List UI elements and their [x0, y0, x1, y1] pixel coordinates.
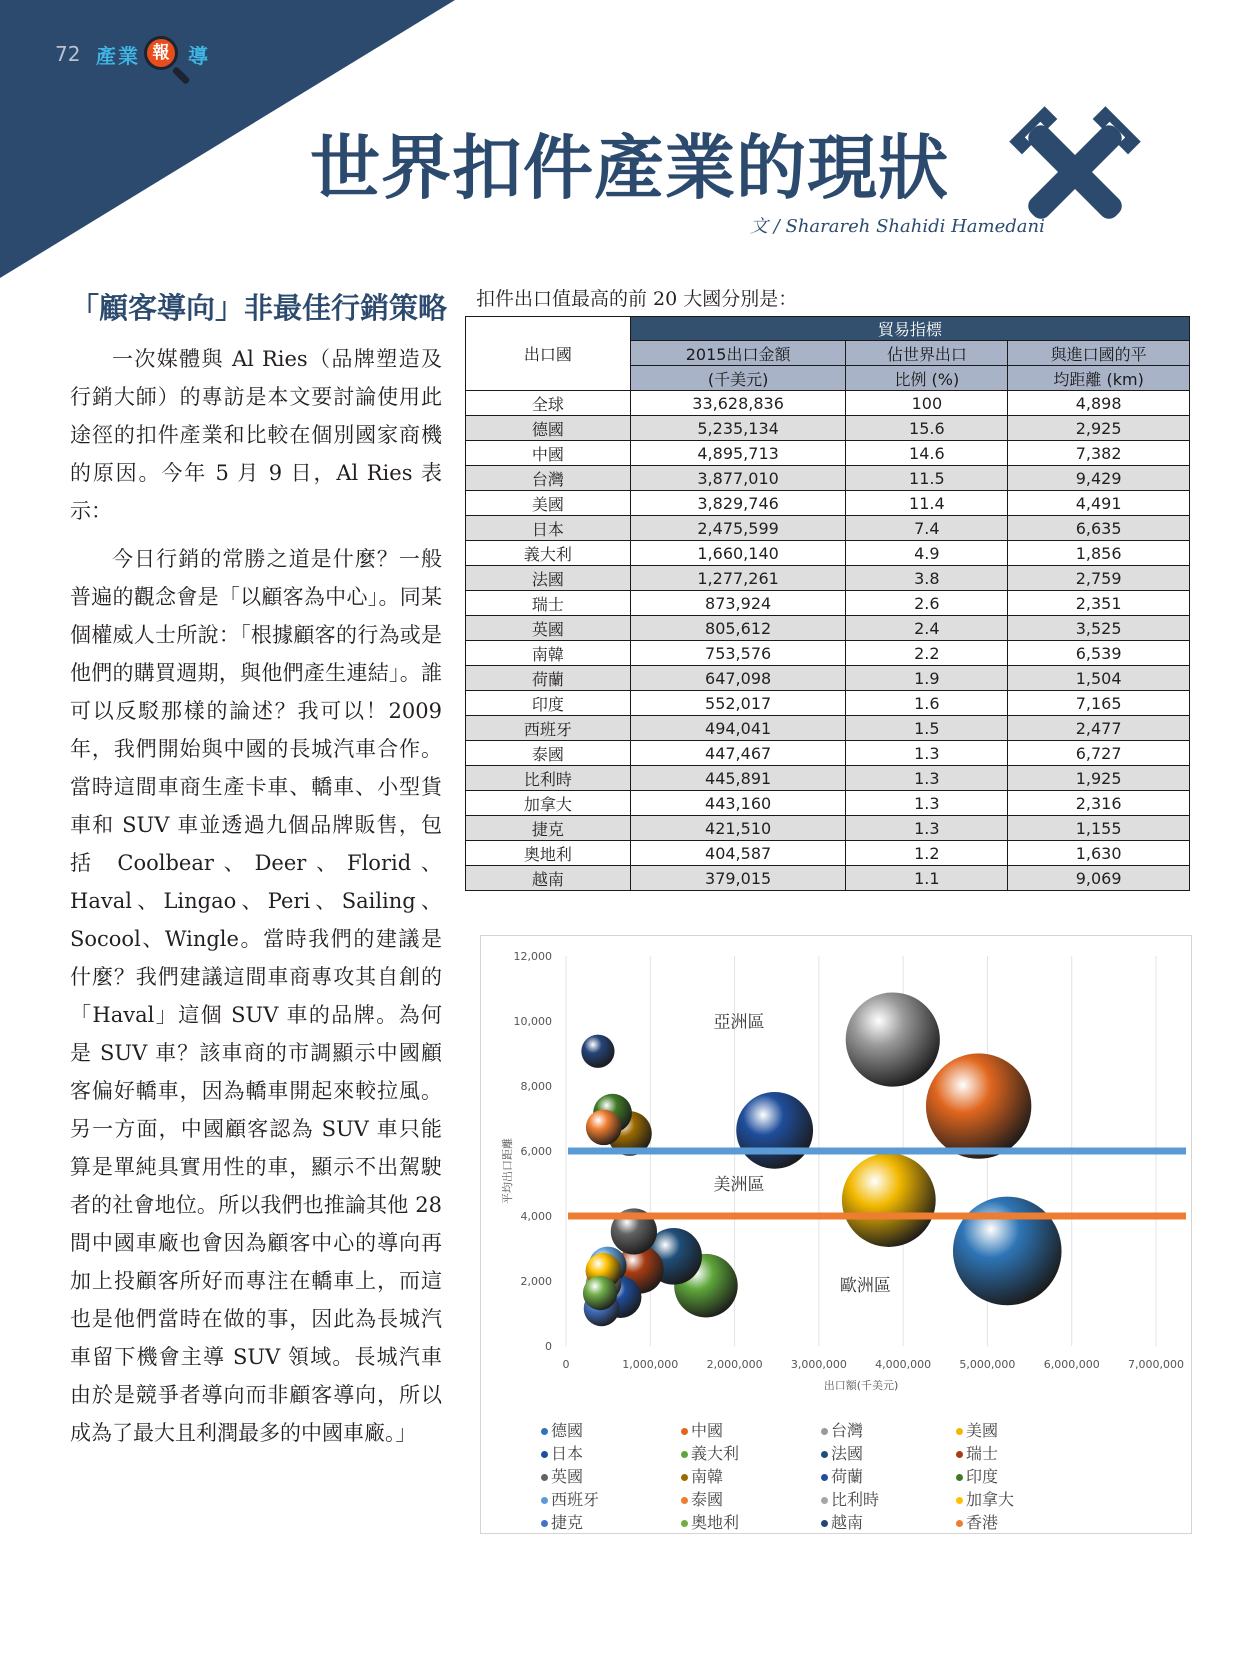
region-annotation: 美洲區: [713, 1175, 765, 1195]
bubble-奧地利: [583, 1276, 617, 1310]
cell-value: 552,017: [630, 691, 846, 716]
cell-share: 1.9: [846, 666, 1008, 691]
wrench-icon: [1000, 100, 1150, 245]
legend-label: 日本: [551, 1444, 584, 1463]
cell-share: 14.6: [846, 441, 1008, 466]
legend-item: [681, 1464, 723, 1487]
legend-label: 奧地利: [691, 1513, 740, 1532]
x-tick-label: 3,000,000: [790, 1358, 847, 1371]
cell-distance: 1,856: [1008, 541, 1190, 566]
cell-country: 英國: [466, 616, 631, 641]
cell-country: 加拿大: [466, 791, 631, 816]
bubble-台灣: [846, 992, 940, 1086]
section-mark: 報: [144, 36, 178, 70]
legend-label: 法國: [831, 1444, 864, 1463]
cell-share: 15.6: [846, 416, 1008, 441]
cell-share: 1.3: [846, 741, 1008, 766]
cell-distance: 7,165: [1008, 691, 1190, 716]
table-row: [466, 416, 1190, 441]
table-row: [466, 516, 1190, 541]
cell-share: 2.6: [846, 591, 1008, 616]
cell-distance: 4,491: [1008, 491, 1190, 516]
header-avg-distance-unit: 均距離 (km): [1008, 366, 1190, 391]
legend-swatch: [821, 1428, 828, 1435]
table-row: [466, 466, 1190, 491]
cell-value: 1,277,261: [630, 566, 846, 591]
bubble-日本: [736, 1092, 813, 1169]
cell-distance: 4,898: [1008, 391, 1190, 416]
legend-item: [541, 1510, 583, 1533]
cell-country: 西班牙: [466, 716, 631, 741]
y-tick-label: 6,000: [520, 1145, 552, 1158]
legend-item: [956, 1418, 998, 1441]
body-paragraph-1: 一次媒體與 Al Ries（品牌塑造及行銷大師）的專訪是本文要討論使用此途徑的扣件產業和比較在個別國家商機的原因。今年 5 月 9 日，Al Ries 表示：: [70, 347, 442, 523]
legend-swatch: [956, 1520, 963, 1527]
table-row: [466, 741, 1190, 766]
cell-value: 3,829,746: [630, 491, 846, 516]
cell-distance: 2,351: [1008, 591, 1190, 616]
legend-label: 台灣: [831, 1421, 864, 1440]
section-label: 產業: [96, 44, 140, 68]
x-tick-label: 0: [562, 1358, 570, 1371]
cell-distance: 6,635: [1008, 516, 1190, 541]
legend-swatch: [541, 1497, 548, 1504]
section-label-suffix: 導: [188, 44, 210, 68]
cell-country: 越南: [466, 866, 631, 891]
table-row: [466, 666, 1190, 691]
legend-swatch: [681, 1428, 688, 1435]
x-axis-title: 出口額(千美元): [823, 1379, 899, 1392]
cell-value: 404,587: [630, 841, 846, 866]
table-row: [466, 566, 1190, 591]
cell-distance: 1,925: [1008, 766, 1190, 791]
legend-swatch: [956, 1451, 963, 1458]
header-trade-indicators: 貿易指標: [630, 317, 1189, 341]
y-tick-label: 2,000: [520, 1275, 552, 1288]
header-country: 出口國: [466, 317, 631, 391]
x-tick-label: 4,000,000: [875, 1358, 932, 1371]
cell-value: 2,475,599: [630, 516, 846, 541]
byline: 文 / Sharareh Shahidi Hamedani: [750, 216, 1045, 237]
cell-country: 南韓: [466, 641, 631, 666]
legend-swatch: [821, 1520, 828, 1527]
region-annotation: 亞洲區: [713, 1012, 765, 1033]
cell-value: 379,015: [630, 866, 846, 891]
cell-distance: 1,155: [1008, 816, 1190, 841]
y-axis-title: 平均出口距離: [501, 1138, 514, 1204]
legend-swatch: [821, 1474, 828, 1481]
cell-share: 1.6: [846, 691, 1008, 716]
legend-item: [541, 1418, 583, 1441]
legend-swatch: [956, 1497, 963, 1504]
table-row: [466, 591, 1190, 616]
legend-item: [956, 1464, 998, 1487]
cell-share: 2.2: [846, 641, 1008, 666]
legend-label: 南韓: [691, 1467, 724, 1486]
cell-country: 捷克: [466, 816, 631, 841]
legend-item: [821, 1487, 879, 1510]
header-world-share: 佔世界出口: [846, 341, 1008, 366]
cell-country: 台灣: [466, 466, 631, 491]
y-tick-label: 10,000: [513, 1015, 552, 1028]
legend-label: 印度: [966, 1467, 999, 1486]
legend-label: 捷克: [551, 1513, 584, 1532]
cell-country: 荷蘭: [466, 666, 631, 691]
legend-item: [681, 1418, 723, 1441]
cell-country: 日本: [466, 516, 631, 541]
region-annotation: 歐洲區: [839, 1275, 891, 1296]
cell-share: 11.5: [846, 466, 1008, 491]
legend-swatch: [681, 1451, 688, 1458]
cell-country: 比利時: [466, 766, 631, 791]
cell-country: 泰國: [466, 741, 631, 766]
cell-value: 445,891: [630, 766, 846, 791]
table-row: [466, 766, 1190, 791]
cell-country: 義大利: [466, 541, 631, 566]
cell-share: 3.8: [846, 566, 1008, 591]
table-row: [466, 691, 1190, 716]
legend-swatch: [956, 1474, 963, 1481]
legend-item: [681, 1510, 739, 1533]
cell-value: 33,628,836: [630, 391, 846, 416]
x-tick-label: 7,000,000: [1128, 1358, 1184, 1371]
cell-value: 5,235,134: [630, 416, 846, 441]
cell-share: 11.4: [846, 491, 1008, 516]
bubble-泰國: [586, 1110, 622, 1146]
cell-distance: 9,069: [1008, 866, 1190, 891]
cell-share: 1.1: [846, 866, 1008, 891]
section-subheading: 「顧客導向」非最佳行銷策略: [70, 291, 448, 325]
cell-share: 7.4: [846, 516, 1008, 541]
cell-country: 瑞士: [466, 591, 631, 616]
cell-distance: 1,630: [1008, 841, 1190, 866]
header-export-value: 2015出口金額: [630, 341, 846, 366]
table-row: [466, 841, 1190, 866]
cell-distance: 2,477: [1008, 716, 1190, 741]
cell-distance: 2,759: [1008, 566, 1190, 591]
legend-label: 越南: [831, 1513, 864, 1532]
legend-label: 加拿大: [966, 1490, 1015, 1509]
cell-value: 805,612: [630, 616, 846, 641]
legend-swatch: [821, 1497, 828, 1504]
cell-value: 3,877,010: [630, 466, 846, 491]
legend-item: [681, 1441, 739, 1464]
cell-share: 1.3: [846, 766, 1008, 791]
legend-item: [541, 1487, 599, 1510]
legend-label: 香港: [966, 1513, 999, 1532]
cell-share: 1.3: [846, 816, 1008, 841]
legend-swatch: [541, 1474, 548, 1481]
header-export-value-unit: (千美元): [630, 366, 846, 391]
legend-item: [681, 1487, 723, 1510]
cell-distance: 3,525: [1008, 616, 1190, 641]
header-avg-distance: 與進口國的平: [1008, 341, 1190, 366]
table-row: [466, 491, 1190, 516]
bubble-越南: [581, 1035, 614, 1068]
legend-swatch: [681, 1474, 688, 1481]
legend-item: [541, 1464, 583, 1487]
bubble-chart: [480, 935, 1192, 1534]
export-table: [465, 316, 1190, 891]
bubble-美國: [842, 1153, 936, 1247]
legend-swatch: [541, 1428, 548, 1435]
page-number: 72: [55, 42, 81, 66]
legend-item: [956, 1441, 998, 1464]
table-row: [466, 391, 1190, 416]
cell-value: 873,924: [630, 591, 846, 616]
page-title: 世界扣件產業的現狀: [310, 126, 949, 209]
cell-distance: 6,539: [1008, 641, 1190, 666]
x-tick-label: 1,000,000: [622, 1358, 679, 1371]
legend-swatch: [541, 1451, 548, 1458]
cell-distance: 7,382: [1008, 441, 1190, 466]
legend-item: [821, 1464, 863, 1487]
legend-item: [821, 1441, 863, 1464]
table-row: [466, 641, 1190, 666]
legend-item: [956, 1487, 1014, 1510]
table-row: [466, 866, 1190, 891]
table-row: [466, 616, 1190, 641]
legend-item: [956, 1510, 998, 1533]
cell-country: 中國: [466, 441, 631, 466]
cell-distance: 2,316: [1008, 791, 1190, 816]
bubble-中國: [926, 1053, 1031, 1158]
legend-label: 瑞士: [966, 1444, 999, 1463]
legend-item: [821, 1510, 863, 1533]
cell-value: 443,160: [630, 791, 846, 816]
legend-label: 泰國: [691, 1490, 724, 1509]
legend-swatch: [821, 1451, 828, 1458]
legend-label: 中國: [691, 1421, 724, 1440]
cell-country: 德國: [466, 416, 631, 441]
legend-item: [541, 1441, 583, 1464]
table-row: [466, 716, 1190, 741]
legend-label: 美國: [966, 1421, 999, 1440]
legend-label: 荷蘭: [831, 1467, 864, 1486]
cell-value: 1,660,140: [630, 541, 846, 566]
x-tick-label: 5,000,000: [959, 1358, 1016, 1371]
cell-distance: 1,504: [1008, 666, 1190, 691]
legend-label: 西班牙: [551, 1490, 600, 1509]
body-paragraph-2: 今日行銷的常勝之道是什麼？一般普遍的觀念會是「以顧客為中心」。同某個權威人士所說：「根據顧客的行為或是他們的購買週期，與他們產生連結」。誰可以反駁那樣的論述？我可以！2009 年，我們開始與中國的長城汽車合作。當時這間車商生產卡車、轎車、小型貨車和 SUV 車並透過九個品牌販售，包括 Coolbear、Deer、Florid、Haval、Lingao、Peri、Sailing、Socool、Wingle。當時我們的建議是什麼？我們建議這間車商專攻其自創的「Haval」這個 SUV 車的品牌。為何是 SUV 車？該車商的市調顯示中國顧客偏好轎車，因為轎車開起來較拉風。另一方面，中國顧客認為 SUV 車只能算是單純具實用性的車，顯示不出駕駛者的社會地位。所以我們也推論其他 28 間中國車廠也會因為顧客中心的導向再加上投顧客所好而專注在轎車上，而這也是他們當時在做的事，因此為長城汽車留下機會主導 SUV 領域。長城汽車由於是競爭者導向而非顧客導向，所以成為了最大且利潤最多的中國車廠。」: [70, 547, 442, 1445]
cell-value: 647,098: [630, 666, 846, 691]
table-caption: 扣件出口值最高的前 20 大國分別是：: [476, 288, 798, 310]
cell-distance: 2,925: [1008, 416, 1190, 441]
cell-share: 1.5: [846, 716, 1008, 741]
legend-label: 義大利: [691, 1444, 740, 1463]
table-row: [466, 441, 1190, 466]
legend-label: 德國: [551, 1421, 584, 1440]
cell-share: 1.3: [846, 791, 1008, 816]
cell-share: 2.4: [846, 616, 1008, 641]
legend-swatch: [541, 1520, 548, 1527]
cell-country: 美國: [466, 491, 631, 516]
cell-distance: 6,727: [1008, 741, 1190, 766]
cell-value: 753,576: [630, 641, 846, 666]
x-tick-label: 2,000,000: [706, 1358, 763, 1371]
cell-country: 印度: [466, 691, 631, 716]
cell-country: 奧地利: [466, 841, 631, 866]
cell-country: 法國: [466, 566, 631, 591]
cell-value: 4,895,713: [630, 441, 846, 466]
legend-label: 比利時: [831, 1490, 880, 1509]
legend-swatch: [681, 1520, 688, 1527]
cell-value: 447,467: [630, 741, 846, 766]
cell-share: 4.9: [846, 541, 1008, 566]
header-world-share-unit: 比例 (%): [846, 366, 1008, 391]
x-tick-label: 6,000,000: [1043, 1358, 1100, 1371]
cell-share: 1.2: [846, 841, 1008, 866]
cell-distance: 9,429: [1008, 466, 1190, 491]
y-tick-label: 8,000: [520, 1080, 552, 1093]
legend-label: 英國: [551, 1467, 584, 1486]
table-row: [466, 791, 1190, 816]
cell-country: 全球: [466, 391, 631, 416]
table-row: [466, 816, 1190, 841]
legend-item: [821, 1418, 863, 1441]
y-tick-label: 0: [545, 1340, 552, 1353]
y-tick-label: 4,000: [520, 1210, 552, 1223]
cell-value: 421,510: [630, 816, 846, 841]
table-row: [466, 541, 1190, 566]
cell-share: 100: [846, 391, 1008, 416]
cell-value: 494,041: [630, 716, 846, 741]
legend-swatch: [681, 1497, 688, 1504]
y-tick-label: 12,000: [513, 950, 552, 963]
legend-swatch: [956, 1428, 963, 1435]
